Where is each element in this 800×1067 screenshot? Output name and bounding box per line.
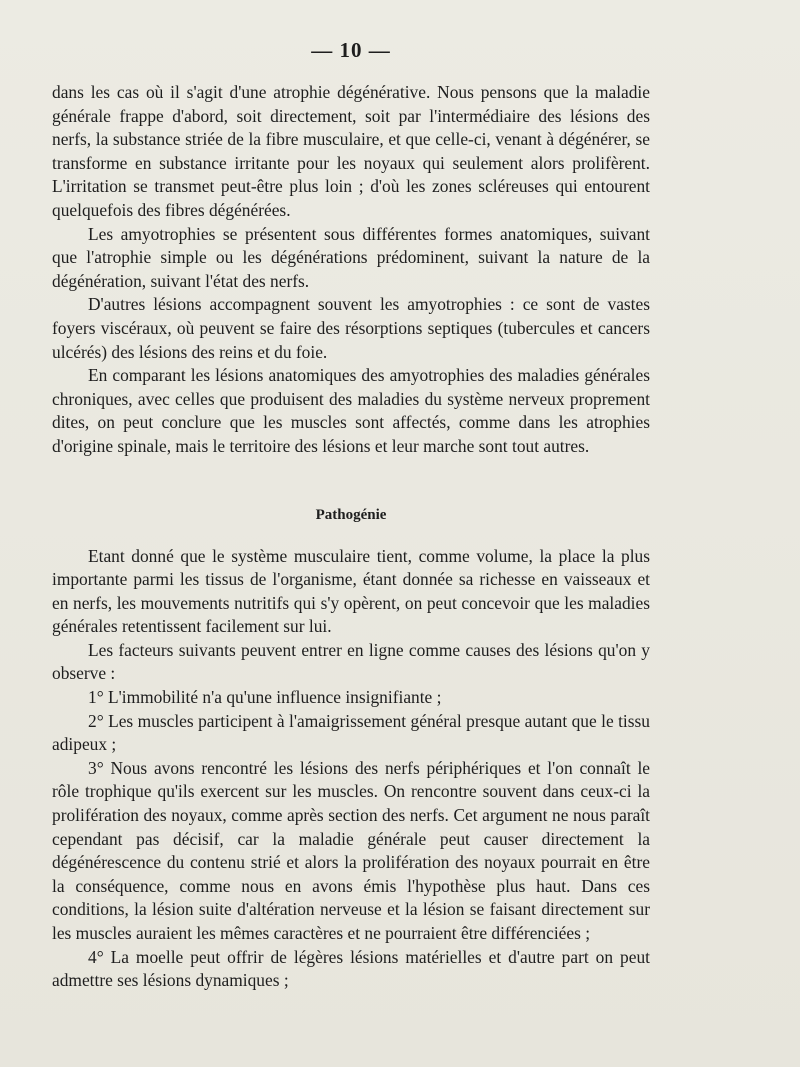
paragraph-formes-anatomiques: Les amyotrophies se présentent sous différentes formes anatomiques, suivant que l'atrophie simple ou les dégénérations prédominent, suivant la nature de la dégénération, suivant l'état des nerfs. [52,223,650,291]
section-heading-pathogenie: Pathogénie [315,506,387,523]
list-item-amaigrissement: 2° Les muscles participent à l'amaigrissement général presque autant que le tissu adipeux ; [52,710,650,755]
paragraph-autres-lesions: D'autres lésions accompagnent souvent les amyotrophies : ce sont de vastes foyers viscéraux, où peuvent se faire des résorptions septiques (tubercules et cancers ulcérés) des lésions des reins et du foie. [52,294,650,362]
paragraph-comparaison: En comparant les lésions anatomiques des amyotrophies des maladies générales chroniques, avec celles que produisent des maladies du système nerveux proprement dites, on peut conclure que les muscles sont affectés, comme dans les atrophies d'origine spinale, mais le territoire des lésions et leur marche sont tout autres. [52,365,650,456]
list-item-moelle: 4° La moelle peut offrir de légères lésions matérielles et d'autre part on peut admettre ses lésions dynamiques ; [52,946,650,991]
paragraph-facteurs: Les facteurs suivants peuvent entrer en ligne comme causes des lésions qu'on y observe : [52,639,650,684]
page-number: — 10 — [311,38,391,62]
paragraph-systeme-musculaire: Etant donné que le système musculaire tient, comme volume, la place la plus importante parmi les tissus de l'organisme, étant donnée sa richesse en vaisseaux et en nerfs, les mouvements nutritifs qui s'y opèrent, on peut concevoir que les maladies générales retentissent facilement sur lui. [52,545,650,637]
paragraph-atrophie-degenerative: dans les cas où il s'agit d'une atrophie dégénérative. Nous pensons que la maladie générale frappe d'abord, soit directement, soit par l'intermédiaire des lésions des nerfs, la substance striée de la fibre musculaire, et que celle-ci, venant à dégénérer, se transforme en substance irritante pour les noyaux qui seulement alors prolifèrent. L'irritation se transmet peut-être plus loin ; d'où les zones scléreuses qui entourent quelquefois des fibres dégénérées. [52,82,650,220]
list-item-nerfs-peripheriques: 3° Nous avons rencontré les lésions des nerfs périphériques et l'on connaît le rôle trophique qu'ils exercent sur les muscles. On rencontre souvent dans ceux-ci la prolifération des noyaux, comme après section des nerfs. Cet argument ne nous paraît cependant pas décisif, car la maladie générale peut causer directement la dégénérescence du contenu strié et alors la prolifération des noyaux pourrait en être la conséquence, comme nous en avons émis l'hypothèse plus haut. Dans ces conditions, la lésion suite d'altération nerveuse et la lésion se faisant directement sur les muscles auraient les mêmes caractères et ne pourraient être différenciées ; [52,757,650,943]
list-item-immobilite: 1° L'immobilité n'a qu'une influence insignifiante ; [88,687,442,708]
